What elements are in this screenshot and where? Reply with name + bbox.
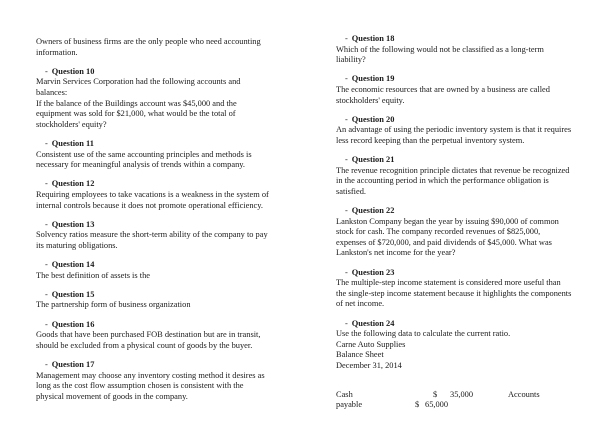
- question-text: Marvin Services Corporation had the following accounts and: [36, 77, 241, 87]
- question-title: - Question 11: [45, 138, 94, 148]
- question-14: [36, 260, 272, 281]
- question-text: Use the following data to calculate the current ratio.: [336, 329, 511, 339]
- question-text: Solvency ratios measure the short-term ability of the company to pay: [36, 230, 268, 240]
- bullet-icon: -: [45, 289, 48, 299]
- question-19: [336, 74, 568, 106]
- question-text: The multiple-step income statement is considered more useful than: [336, 278, 561, 288]
- bullet-icon: -: [45, 260, 48, 270]
- question-16: [36, 320, 272, 352]
- question-title: - Question 22: [345, 206, 395, 216]
- statement-title: Balance Sheet: [336, 350, 384, 360]
- question-title: - Question 19: [345, 74, 395, 84]
- question-18: [336, 34, 568, 66]
- question-text: should be excluded from a physical count of goods by the buyer.: [36, 340, 253, 350]
- question-10: [36, 67, 272, 131]
- question-title: - Question 10: [45, 66, 95, 76]
- question-title: - Question 21: [345, 155, 395, 165]
- balance-sheet-row: [336, 390, 568, 401]
- question-title: - Question 16: [45, 319, 95, 329]
- question-17: [36, 360, 272, 402]
- question-13: [36, 220, 272, 252]
- question-text: The partnership form of business organization: [36, 300, 191, 310]
- intro-line: Owners of business firms are the only people who need accounting: [36, 37, 261, 46]
- question-text: less record keeping than the perpetual inventory system.: [336, 135, 525, 145]
- bullet-icon: -: [45, 360, 48, 369]
- question-title: - Question 14: [45, 260, 95, 270]
- balance-sheet-row: [336, 400, 568, 411]
- question-12: [36, 179, 272, 211]
- question-title: - Question 18: [345, 34, 395, 43]
- question-24: [336, 319, 568, 372]
- statement-date: December 31, 2014: [336, 361, 402, 370]
- question-title: - Question 20: [345, 114, 395, 124]
- left-column: [36, 37, 272, 411]
- question-22: [336, 206, 568, 259]
- question-text: physical movement of goods in the company.: [36, 391, 188, 401]
- question-21: [336, 155, 568, 197]
- question-text: internal controls because it does not promote operational efficiency.: [36, 200, 263, 210]
- bullet-icon: -: [45, 219, 48, 229]
- account-amount: 65,000: [425, 400, 449, 410]
- question-text: The economic resources that are owned by a business are called: [336, 84, 550, 94]
- bullet-icon: -: [345, 114, 348, 124]
- account-amount: 35,000: [450, 389, 474, 399]
- question-text: An advantage of using the periodic inventory system is that it requires: [336, 125, 572, 135]
- question-text: If the balance of the Buildings account was $45,000 and the: [36, 98, 237, 108]
- bullet-icon: -: [345, 318, 348, 328]
- question-text: expenses of $720,000, and paid dividends of $45,000. What was: [336, 237, 552, 247]
- bullet-icon: -: [345, 267, 348, 277]
- bullet-icon: -: [45, 138, 48, 148]
- question-text: necessary for meaningful analysis of trends within a company.: [36, 160, 246, 170]
- currency-symbol: $: [433, 389, 438, 399]
- question-text: the single-step income statement because it highlights the components: [336, 288, 572, 298]
- question-text: Lankston Company began the year by issuing $90,000 of common: [336, 216, 559, 226]
- question-text: liability?: [336, 55, 366, 65]
- question-text: Consistent use of the same accounting principles and methods is: [36, 149, 252, 159]
- bullet-icon: -: [345, 34, 348, 43]
- question-text: stockholders' equity.: [336, 95, 405, 105]
- company-name: Carne Auto Supplies: [336, 339, 406, 349]
- question-title: - Question 24: [345, 318, 395, 328]
- question-11: [36, 139, 272, 171]
- currency-symbol: $: [415, 400, 420, 410]
- bullet-icon: -: [345, 155, 348, 165]
- question-title: - Question 12: [45, 179, 95, 189]
- question-text: Lankston's net income for the year?: [336, 248, 456, 258]
- account-label: payable: [336, 400, 363, 410]
- question-text: Management may choose any inventory costing method it desires as: [36, 370, 265, 380]
- right-column: [336, 34, 572, 411]
- bullet-icon: -: [345, 74, 348, 84]
- question-text: in the accounting period in which the performance obligation is: [336, 176, 549, 186]
- intro-text: [36, 37, 272, 58]
- question-title: - Question 23: [345, 267, 395, 277]
- question-text: equipment was sold for $21,000, what would be the total of: [36, 109, 236, 119]
- account-label: Accounts: [508, 389, 540, 399]
- question-title: - Question 17: [45, 360, 95, 369]
- question-text: balances:: [36, 87, 68, 97]
- question-20: [336, 114, 572, 147]
- question-text: The best definition of assets is the: [36, 270, 150, 280]
- question-text: Requiring employees to take vacations is a weakness in the system of: [36, 189, 269, 199]
- bullet-icon: -: [345, 206, 348, 216]
- account-label: Cash: [336, 389, 353, 399]
- question-text: Goods that have been purchased FOB destination but are in transit,: [36, 330, 261, 340]
- bullet-icon: -: [45, 319, 48, 329]
- question-title: - Question 13: [45, 219, 95, 229]
- question-text: its maturing obligations.: [36, 240, 118, 250]
- bullet-icon: -: [45, 179, 48, 189]
- question-title: - Question 15: [45, 289, 95, 299]
- question-text: long as the cost flow assumption chosen is consistent with the: [36, 381, 244, 391]
- question-text: stockholders' equity?: [36, 119, 107, 129]
- question-text: The revenue recognition principle dictates that revenue be recognized: [336, 165, 570, 175]
- question-15: [36, 290, 272, 311]
- question-text: of net income.: [336, 299, 385, 309]
- intro-line: information.: [36, 47, 78, 57]
- question-text: stock for cash. The company recorded revenues of $825,000,: [336, 227, 541, 237]
- balance-sheet-data: [336, 390, 568, 411]
- question-23: [336, 267, 572, 310]
- bullet-icon: -: [45, 66, 48, 76]
- question-text: Which of the following would not be classified as a long-term: [336, 44, 544, 54]
- question-text: satisfied.: [336, 186, 367, 196]
